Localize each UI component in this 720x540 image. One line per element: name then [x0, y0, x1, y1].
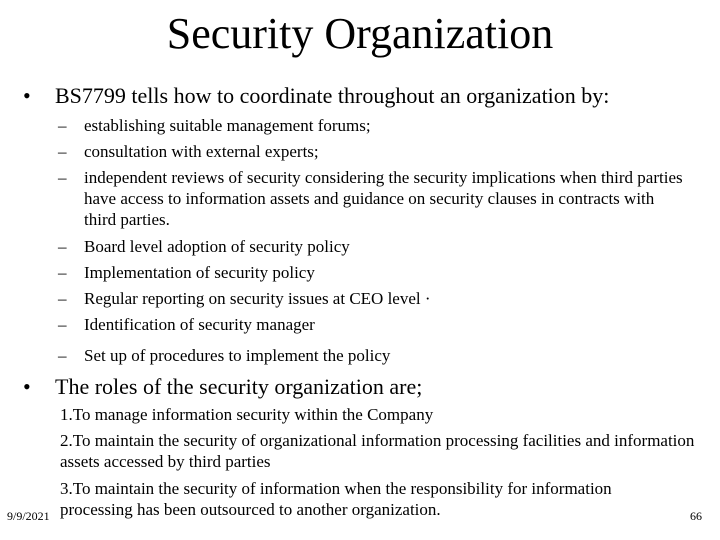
numbered-item-text: 1.To manage information security within the Company [60, 405, 434, 424]
sub-item [58, 288, 689, 309]
numbered-item [35, 430, 700, 472]
sub-item-text: establishing suitable management forums; [84, 116, 371, 135]
numbered-item [35, 478, 650, 520]
dash-marker: – [58, 168, 67, 187]
sub-item [58, 314, 689, 335]
sub-item [58, 236, 689, 257]
sub-item-text: Implementation of security policy [84, 263, 315, 282]
bullet-marker: • [23, 374, 31, 399]
numbered-item [60, 404, 520, 425]
sub-item-text: Regular reporting on security issues at CEO level · [84, 289, 431, 308]
bullet-roles [23, 374, 423, 400]
page-number: 66 [690, 509, 702, 523]
dash-marker: – [58, 237, 67, 256]
dash-marker: – [58, 116, 67, 135]
bullet-coordinate [23, 83, 610, 109]
dash-marker: – [58, 263, 67, 282]
slide-title: Security Organization [166, 9, 554, 58]
sub-item [58, 141, 689, 162]
numbered-item-text: 3.To maintain the security of information when the responsibility for information processing has been outsourced to another organization. [60, 479, 612, 519]
dash-marker: – [58, 315, 67, 334]
sub-item-text: consultation with external experts; [84, 142, 319, 161]
sub-item [58, 262, 689, 283]
sub-item [58, 115, 689, 136]
bullet-text: The roles of the security organization are; [55, 374, 423, 399]
sub-item-text: Identification of security manager [84, 315, 315, 334]
bullet-text: BS7799 tells how to coordinate throughout an organization by: [55, 83, 610, 108]
sub-item [58, 345, 689, 366]
sub-item-text: Board level adoption of security policy [84, 237, 350, 256]
numbered-item-text: 2.To maintain the security of organizational information processing facilities and information assets accessed by third parties [60, 431, 695, 471]
dash-marker: – [58, 346, 67, 365]
footer-date: 9/9/2021 [7, 509, 50, 523]
bullet-marker: • [23, 83, 31, 108]
dash-marker: – [58, 289, 67, 308]
sub-item-text: Set up of procedures to implement the policy [84, 346, 391, 365]
sub-item [58, 167, 689, 230]
sub-item-text: independent reviews of security considering the security implications when third parties have access to information assets and guidance on security clauses in contracts with third parties. [84, 168, 683, 229]
dash-marker: – [58, 142, 67, 161]
